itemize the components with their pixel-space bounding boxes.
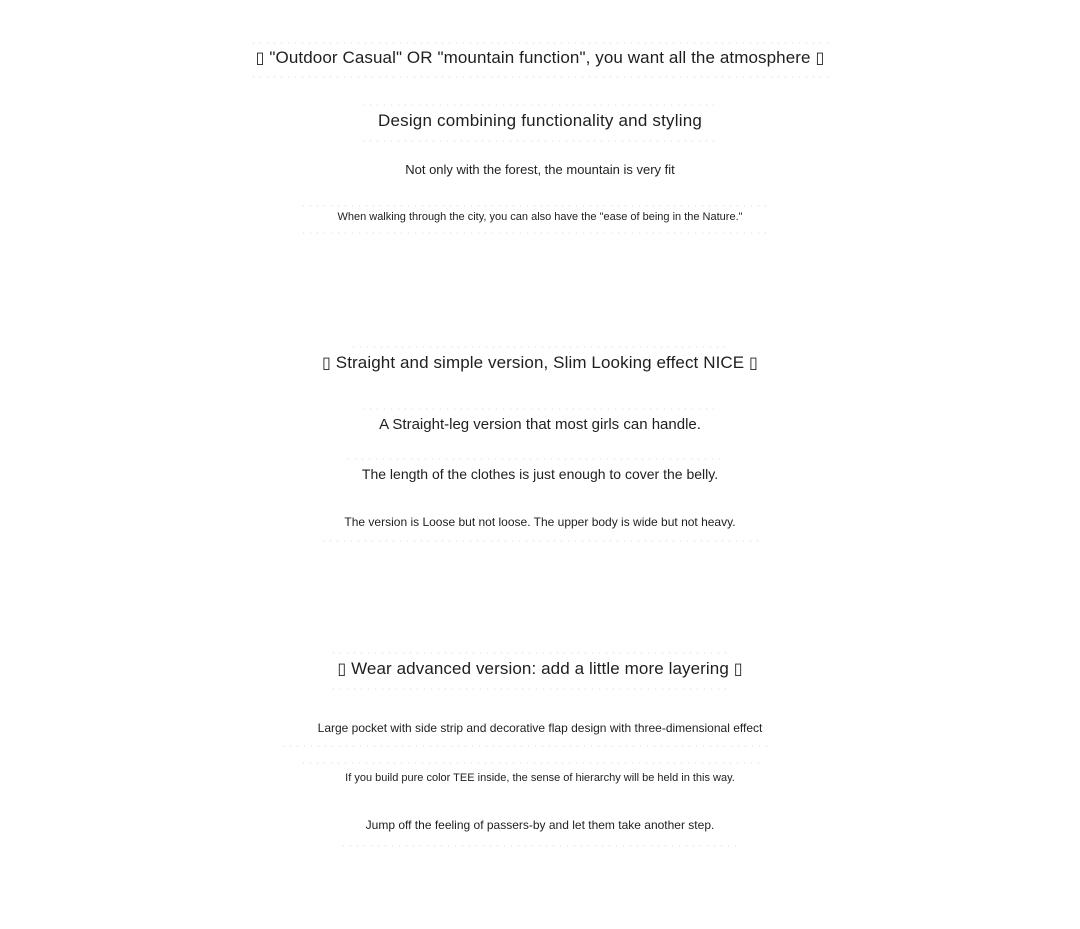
heading-marker-icon: ▯ [733, 659, 743, 678]
speckle-decoration [300, 762, 760, 764]
speckle-decoration [250, 76, 830, 78]
section-3-heading-text: Wear advanced version: add a little more layering [351, 659, 729, 678]
section-3-line-2: If you build pure color TEE inside, the sense of hierarchy will be held in this way. [345, 772, 735, 784]
heading-marker-icon: ▯ [749, 353, 758, 372]
section-1-line-1: Not only with the forest, the mountain is very fit [405, 162, 675, 177]
speckle-decoration [300, 232, 770, 234]
section-1-line-2: When walking through the city, you can also have the "ease of being in the Nature." [337, 211, 743, 223]
section-1-heading-text: "Outdoor Casual" OR "mountain function", you want all the atmosphere [269, 48, 811, 67]
speckle-decoration [280, 745, 770, 747]
heading-marker-icon: ▯ [337, 659, 347, 678]
speckle-decoration [345, 458, 720, 460]
speckle-decoration [360, 104, 720, 106]
speckle-decoration [330, 652, 730, 654]
section-3-line-1: Large pocket with side strip and decorative flap design with three-dimensional effect [317, 721, 763, 735]
heading-marker-icon: ▯ [815, 48, 825, 67]
section-2-line-2: The length of the clothes is just enough to cover the belly. [361, 466, 719, 482]
section-2-heading-text: Straight and simple version, Slim Looking effect NICE [335, 353, 745, 372]
section-3-line-3: Jump off the feeling of passers-by and let them take another step. [365, 818, 715, 832]
speckle-decoration [360, 140, 720, 142]
speckle-decoration [360, 408, 720, 410]
section-2-heading [0, 354, 1080, 371]
speckle-decoration [300, 205, 770, 207]
speckle-decoration [340, 845, 740, 847]
speckle-decoration [320, 540, 760, 542]
section-1-subheading: Design combining functionality and styling [377, 111, 703, 130]
heading-marker-icon: ▯ [255, 48, 265, 67]
section-2-line-3: The version is Loose but not loose. The upper body is wide but not heavy. [344, 515, 736, 529]
section-3-heading [0, 660, 1080, 677]
section-2-line-1: A Straight-leg version that most girls can handle. [379, 416, 701, 433]
speckle-decoration [350, 346, 730, 348]
section-1-heading [0, 49, 1080, 66]
heading-marker-icon: ▯ [322, 353, 331, 372]
speckle-decoration [250, 42, 830, 44]
speckle-decoration [330, 688, 730, 690]
